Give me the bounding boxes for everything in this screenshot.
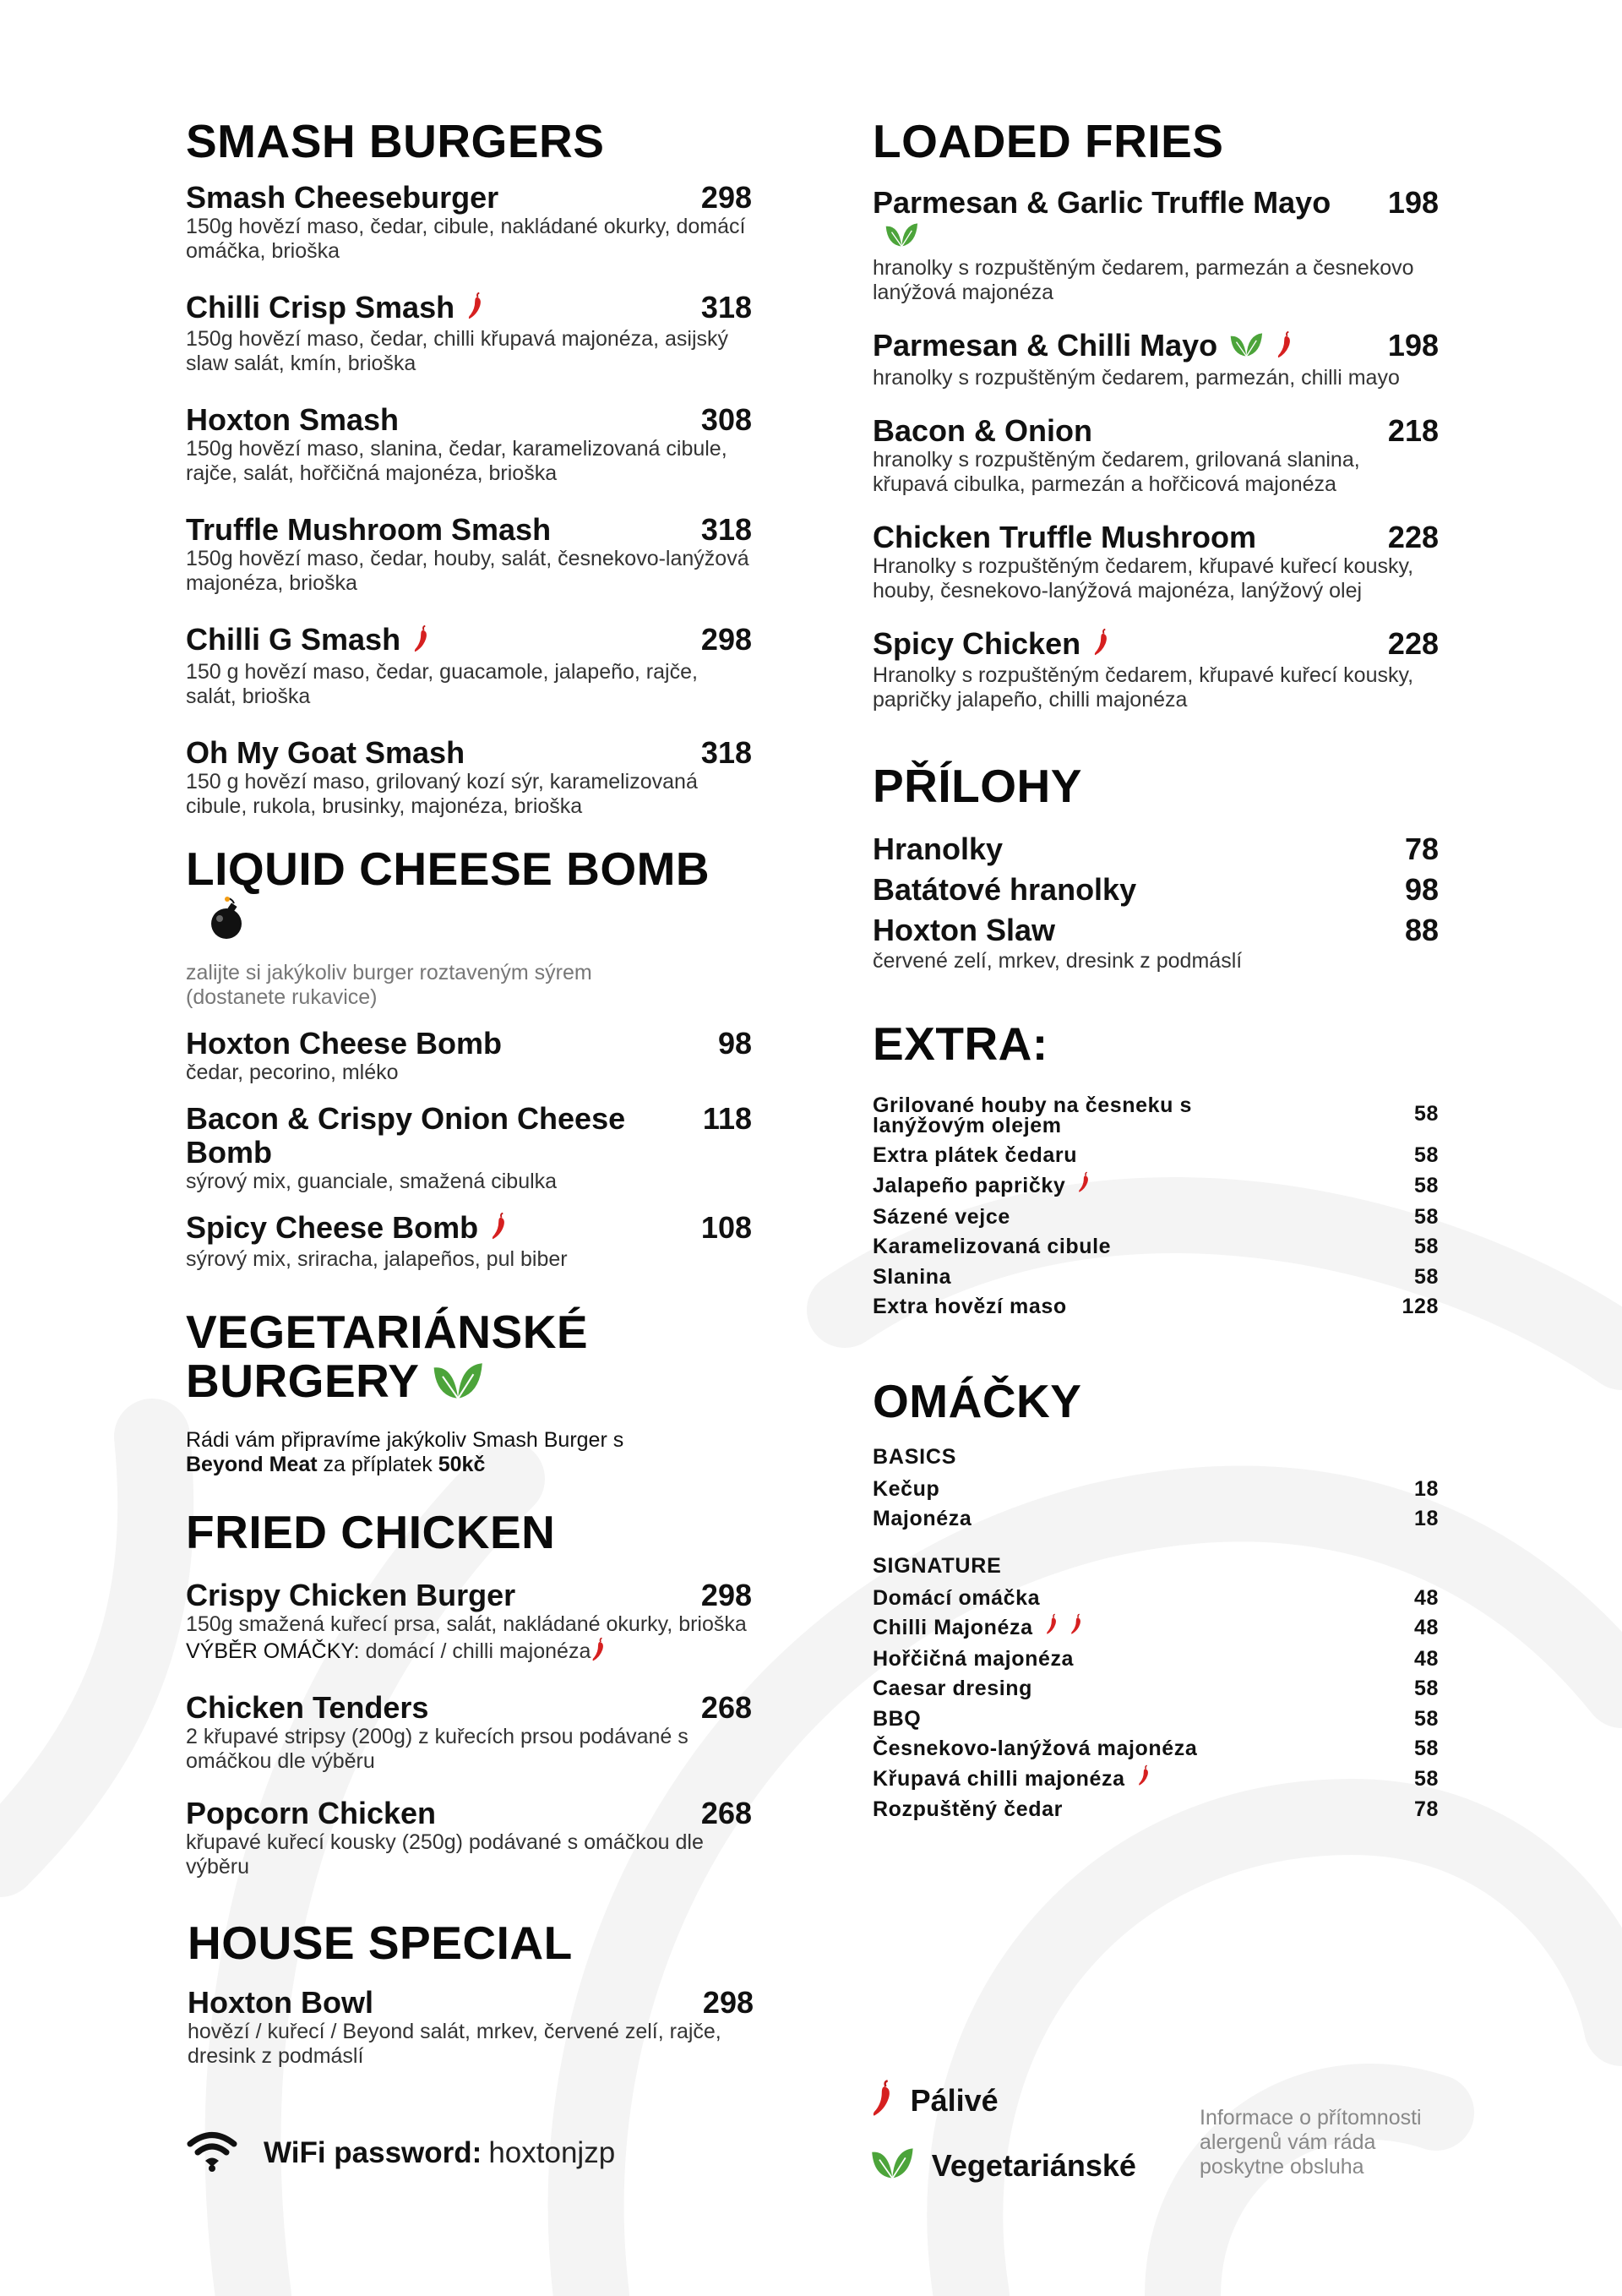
chili-icon (1070, 1613, 1083, 1644)
menu-item-name (186, 623, 752, 659)
menu-item (186, 623, 752, 708)
menu-item (186, 1691, 752, 1774)
menu-item (186, 181, 752, 264)
section-loaded-fries (873, 115, 1439, 712)
row-price: 18 (1413, 1507, 1439, 1531)
sauce-choice (186, 1637, 752, 1668)
row-name-text: Hořčičná majonéza (873, 1646, 1075, 1671)
row-name (873, 1232, 1111, 1263)
menu-item-description: 2 křupavé stripsy (200g) z kuřecích prsou podávané s omáčkou dle výběru (186, 1724, 689, 1773)
row-name (873, 1292, 1067, 1323)
chili-icon (870, 2079, 894, 2122)
menu-item-name-text: Chilli G Smash (186, 622, 401, 657)
chili-icon (591, 1637, 606, 1668)
menu-item-description: 150 g hovězí maso, grilovaný kozí sýr, karamelizovaná cibule, rukola, brusinky, majonéza, brioška (186, 769, 698, 818)
section-title (186, 843, 752, 951)
row-name-text: Rozpuštěný čedar (873, 1797, 1063, 1822)
row-name-text: Karamelizovaná cibule (873, 1235, 1112, 1259)
menu-item-name-text: Hoxton Bowl (188, 1984, 373, 2020)
menu-item-name-text: Chicken Tenders (186, 1689, 429, 1725)
menu-item-price: 198 (1387, 185, 1439, 220)
side-item-price: 98 (1404, 872, 1439, 908)
menu-item-name-text: Parmesan & Garlic Truffle Mayo (873, 185, 1331, 220)
menu-item-name-text: Chicken Truffle Mushroom (873, 519, 1257, 554)
row-name-text: Česnekovo-lanýžová majonéza (873, 1737, 1198, 1761)
menu-item-name (873, 627, 1439, 663)
menu-item-name (186, 1691, 752, 1725)
row-price: 58 (1413, 1235, 1439, 1259)
veg-note-beyond: Beyond Meat (186, 1452, 318, 1476)
side-item-name: Batátové hranolky (873, 872, 1137, 908)
menu-item-name-text: Truffle Mushroom Smash (186, 512, 552, 548)
row-name (873, 1584, 1040, 1614)
menu-item-price: 318 (700, 734, 752, 770)
legend-vegetarian (870, 2145, 1136, 2186)
menu-item (186, 1211, 752, 1272)
row-name-text: BBQ (873, 1706, 922, 1731)
menu-item-price: 298 (700, 622, 752, 657)
menu-item-price: 228 (1387, 625, 1439, 661)
menu-item-name-text: Spicy Chicken (873, 625, 1081, 661)
menu-item-name (186, 1797, 752, 1830)
price-row (873, 1674, 1439, 1704)
veg-note (186, 1428, 752, 1477)
menu-item-description: hovězí / kuřecí / Beyond salát, mrkev, červené zelí, rajče, dresink z podmáslí (188, 2019, 721, 2068)
menu-item-name (186, 1579, 752, 1612)
row-price: 58 (1413, 1173, 1439, 1197)
side-item-price: 78 (1404, 832, 1439, 867)
leaf-icon (432, 1359, 484, 1411)
menu-item-description: 150g hovězí maso, čedar, houby, salát, česnekovo-lanýžová majonéza, brioška (186, 547, 749, 596)
menu-item-name (873, 521, 1439, 554)
menu-item-name-text: Spicy Cheese Bomb (186, 1209, 479, 1245)
row-name-text: Slanina (873, 1264, 952, 1289)
price-row (873, 1764, 1439, 1796)
section-title: HOUSE SPECIAL (188, 1916, 573, 1969)
menu-item-name (188, 1986, 754, 2020)
menu-item (186, 1797, 752, 1879)
row-name (873, 1095, 1227, 1136)
row-name-text: Chilli Majonéza (873, 1616, 1033, 1640)
basics-label: BASICS (873, 1444, 957, 1469)
veg-note-text: za příplatek (317, 1452, 438, 1476)
chili-icon (1092, 628, 1109, 663)
row-name (873, 1263, 951, 1293)
menu-item-price: 318 (700, 512, 752, 548)
menu-item-name-text: Smash Cheeseburger (186, 180, 499, 215)
menu-item-description: 150 g hovězí maso, čedar, guacamole, jalapeño, rajče, salát, brioška (186, 659, 698, 708)
menu-item-name (186, 291, 752, 327)
side-item-name: Hoxton Slaw (873, 913, 1056, 948)
price-row (873, 1141, 1439, 1171)
menu-item-description: sýrový mix, guanciale, smažená cibulka (186, 1169, 558, 1193)
menu-item-description: 150g hovězí maso, slanina, čedar, karamelizovaná cibule, rajče, salát, hořčičná majonéza, brioška (186, 437, 727, 486)
menu-item-description: hranolky s rozpuštěným čedarem, parmezán a česnekovo lanýžová majonéza (873, 256, 1414, 305)
menu-item (186, 403, 752, 486)
row-name-text: Sázené vejce (873, 1204, 1010, 1229)
row-name-text: Extra hovězí maso (873, 1295, 1067, 1319)
row-price: 58 (1413, 1102, 1439, 1126)
price-row (873, 1263, 1439, 1293)
row-name-text: Domácí omáčka (873, 1585, 1041, 1610)
menu-item-name-text: Hoxton Smash (186, 402, 400, 438)
signature-label: SIGNATURE (873, 1553, 1002, 1578)
menu-item-name (186, 736, 752, 770)
row-name-text: Křupavá chilli majonéza (873, 1766, 1125, 1791)
section-title: LOADED FRIES (873, 115, 1224, 167)
price-row (873, 1613, 1439, 1644)
menu-item-price: 198 (1387, 328, 1439, 363)
menu-item-name (873, 186, 1439, 256)
menu-item-description: hranolky s rozpuštěným čedarem, grilovaná slanina, křupavá cibulka, parmezán a hořčicová majonéza (873, 447, 1360, 496)
row-name (873, 1203, 1010, 1233)
row-name (873, 1504, 972, 1535)
menu-item-name (186, 403, 752, 437)
price-row (873, 1292, 1439, 1323)
chili-icon (490, 1212, 507, 1247)
menu-item-name-text: Hoxton Cheese Bomb (186, 1025, 503, 1061)
section-liquid-cheese-bomb (186, 843, 752, 1272)
menu-item-price: 298 (700, 180, 752, 215)
menu-item-description: 150g smažená kuřecí prsa, salát, nakládané okurky, brioška (186, 1612, 747, 1636)
legend-spicy-label: Pálivé (910, 2082, 999, 2118)
row-name-text: Jalapeño papričky (873, 1173, 1066, 1197)
menu-item-name (186, 1211, 752, 1247)
section-title: PŘÍLOHY (873, 760, 1082, 813)
chili-icon (466, 292, 483, 327)
menu-item-description: hranolky s rozpuštěným čedarem, parmezán, chilli mayo (873, 365, 1400, 390)
menu-item (873, 521, 1439, 603)
price-row (873, 1704, 1439, 1735)
menu-item-price: 308 (700, 402, 752, 438)
section-omacky (873, 1375, 1439, 1825)
leaf-icon (1229, 330, 1264, 366)
row-name-text: Grilované houby na česneku s lanýžovým olejem (873, 1093, 1193, 1138)
menu-item-price: 298 (702, 1984, 754, 2020)
menu-item-name (186, 513, 752, 547)
wifi-info (186, 2130, 615, 2176)
menu-item (873, 414, 1439, 497)
menu-item-price: 268 (700, 1795, 752, 1830)
row-name-text: Caesar dresing (873, 1677, 1033, 1701)
menu-item-name-text: Oh My Goat Smash (186, 734, 465, 770)
menu-item-name (186, 1102, 752, 1170)
menu-item (186, 513, 752, 596)
hoxton-slaw-description: červené zelí, mrkev, dresink z podmáslí (873, 949, 1243, 973)
row-price: 18 (1413, 1476, 1439, 1501)
menu-item-description: Hranolky s rozpuštěným čedarem, křupavé kuřecí kousky, houby, česnekovo-lanýžová majonéza, lanýžový olej (873, 554, 1414, 603)
menu-item (188, 1986, 754, 2069)
row-price: 48 (1413, 1646, 1439, 1671)
wifi-icon (186, 2130, 238, 2176)
section-fried-chicken (186, 1506, 752, 1879)
wifi-label: WiFi password: (264, 2135, 482, 2169)
cheese-bomb-intro: zalijte si jakýkoliv burger roztaveným sýrem (dostanete rukavice) (186, 960, 592, 1009)
chili-icon (1137, 1764, 1151, 1796)
row-price: 58 (1413, 1204, 1439, 1229)
menu-item-description: čedar, pecorino, mléko (186, 1060, 399, 1084)
menu-item-description: 150g hovězí maso, čedar, cibule, nakládané okurky, domácí omáčka, brioška (186, 215, 746, 263)
price-row (873, 1795, 1439, 1825)
menu-item (873, 329, 1439, 390)
right-column (873, 115, 1439, 1825)
row-name (873, 1644, 1074, 1675)
section-title-text: BURGERY (186, 1355, 420, 1408)
side-item (873, 832, 1439, 866)
menu-item-price: 108 (700, 1209, 752, 1245)
row-name (873, 1674, 1032, 1704)
menu-item-name (873, 329, 1439, 365)
row-name (873, 1734, 1197, 1764)
row-name-text: Kečup (873, 1476, 940, 1501)
menu-item-description: Hranolky s rozpuštěným čedarem, křupavé kuřecí kousky, papričky jalapeño, chilli majonéza (873, 663, 1414, 712)
menu-item-price: 98 (717, 1025, 752, 1061)
row-name (873, 1475, 939, 1505)
side-item (873, 873, 1439, 907)
chili-icon (1276, 330, 1293, 366)
section-vegetarian-burgers (186, 1307, 752, 1476)
left-column (186, 115, 752, 2069)
section-title: OMÁČKY (873, 1374, 1082, 1427)
side-item (873, 913, 1439, 947)
row-price: 58 (1413, 1737, 1439, 1761)
price-row (873, 1232, 1439, 1263)
veg-note-text: Rádi vám připravíme jakýkoliv Smash Burger s (186, 1427, 624, 1452)
menu-item-description: křupavé kuřecí kousky (250g) podávané s omáčkou dle výběru (186, 1830, 704, 1879)
menu-item-name-text: Chilli Crisp Smash (186, 290, 455, 324)
menu-item-name-text: Parmesan & Chilli Mayo (873, 328, 1218, 363)
price-row (873, 1504, 1439, 1535)
menu-item-price: 268 (700, 1689, 752, 1725)
row-name (873, 1795, 1063, 1825)
menu-item-price: 118 (702, 1100, 752, 1136)
side-item-price: 88 (1404, 913, 1439, 948)
menu-item-price: 218 (1387, 412, 1439, 448)
menu-item (186, 1579, 752, 1668)
veg-note-surcharge: 50kč (438, 1452, 486, 1476)
row-name (873, 1613, 1083, 1644)
menu-item-description: sýrový mix, sriracha, jalapeños, pul biber (186, 1247, 568, 1272)
allergen-note: Informace o přítomnosti alergenů vám ráda poskytne obsluha (1200, 2106, 1422, 2179)
menu-item-name (186, 1027, 752, 1061)
section-extra (873, 1017, 1439, 1322)
price-row (873, 1092, 1439, 1141)
menu-item-name-text: Popcorn Chicken (186, 1795, 437, 1830)
section-title-line1: VEGETARIÁNSKÉ (186, 1306, 589, 1359)
section-title-line2 (186, 1356, 752, 1410)
wifi-password: hoxtonjzp (488, 2135, 616, 2169)
row-name (873, 1764, 1150, 1796)
row-price: 58 (1413, 1677, 1439, 1701)
section-title: EXTRA: (873, 1017, 1048, 1071)
menu-item-name (186, 181, 752, 215)
menu-item-name-text: Bacon & Crispy Onion Cheese Bomb (186, 1100, 626, 1170)
price-row (873, 1584, 1439, 1614)
price-row (873, 1734, 1439, 1764)
row-name (873, 1704, 921, 1735)
menu-item-name (873, 414, 1439, 448)
menu-item-price: 228 (1387, 519, 1439, 554)
chili-icon (1045, 1613, 1059, 1644)
menu-item-price: 298 (700, 1577, 752, 1612)
leaf-icon (870, 2145, 915, 2186)
chili-icon (412, 624, 429, 660)
row-price: 48 (1413, 1585, 1439, 1610)
row-name-text: Majonéza (873, 1507, 972, 1531)
menu-item (186, 291, 752, 376)
price-row (873, 1171, 1439, 1203)
menu-item (186, 736, 752, 819)
menu-item (186, 1027, 752, 1085)
row-name (873, 1171, 1091, 1203)
leaf-icon (884, 221, 919, 256)
menu-item-description: 150g hovězí maso, čedar, chilli křupavá majonéza, asijský slaw salát, kmín, brioška (186, 327, 728, 376)
menu-item (873, 627, 1439, 712)
section-title-text: LIQUID CHEESE BOMB (186, 842, 710, 895)
price-row (873, 1203, 1439, 1233)
sauce-choice-text: domácí / chilli majonéza (359, 1639, 591, 1664)
section-prilohy (873, 760, 1439, 973)
row-price: 48 (1413, 1616, 1439, 1640)
row-price: 58 (1413, 1706, 1439, 1731)
menu-item (186, 1102, 752, 1194)
section-title: SMASH BURGERS (186, 115, 605, 167)
row-price: 58 (1413, 1264, 1439, 1289)
legend-spicy (870, 2079, 999, 2122)
side-item-name: Hranolky (873, 832, 1004, 867)
menu-item (873, 186, 1439, 305)
price-row (873, 1475, 1439, 1505)
price-row (873, 1644, 1439, 1675)
section-title: FRIED CHICKEN (186, 1505, 556, 1558)
row-price: 128 (1402, 1295, 1439, 1319)
row-price: 58 (1413, 1143, 1439, 1168)
menu-item-name-text: Bacon & Onion (873, 412, 1092, 448)
row-price: 58 (1413, 1766, 1439, 1791)
row-price: 78 (1413, 1797, 1439, 1822)
menu-item-name-text: Crispy Chicken Burger (186, 1577, 516, 1612)
section-smash-burgers (186, 115, 752, 819)
sauce-choice-label: VÝBĚR OMÁČKY: (186, 1639, 360, 1664)
legend-veg-label: Vegetariánské (931, 2147, 1136, 2183)
row-name-text: Extra plátek čedaru (873, 1143, 1078, 1168)
bomb-icon (208, 897, 245, 951)
chili-icon (1077, 1171, 1091, 1203)
row-name (873, 1141, 1077, 1171)
menu-item-price: 318 (700, 290, 752, 324)
section-house-special (188, 1917, 754, 2069)
